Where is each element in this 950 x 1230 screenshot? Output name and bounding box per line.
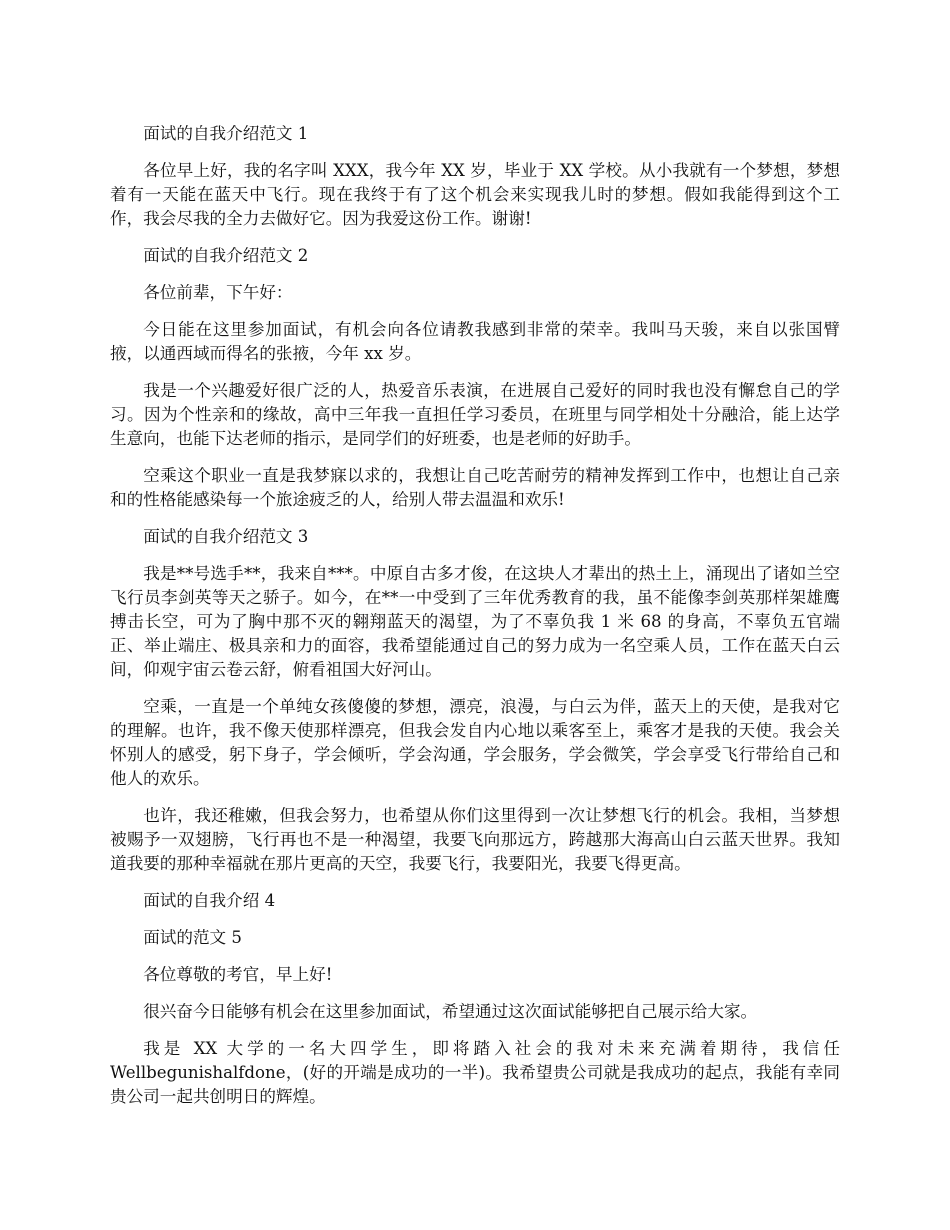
paragraph: 各位前辈，下午好： (143, 283, 293, 302)
paragraph: 很兴奋今日能够有机会在这里参加面试，希望通过这次面试能够把自己展示给大家。 (143, 1002, 758, 1021)
paragraph: 各位早上好，我的名字叫 XXX，我今年 XX 岁，毕业于 XX 学校。从小我就有一个梦想，梦想着有一天能在蓝天中飞行。现在我终于有了这个机会来实现我儿时的梦想。假如我能得到这个工作，我会尽我的全力去做好它。因为我爱这份工作。谢谢! (110, 161, 840, 228)
paragraph: 今日能在这里参加面试，有机会向各位请教我感到非常的荣幸。我叫马天骏，来自以张国臂掖，以通西域而得名的张掖，今年 xx 岁。 (110, 320, 840, 363)
paragraph: 各位尊敬的考官，早上好! (143, 965, 333, 984)
paragraph: 我是**号选手**，我来自***。中原自古多才俊，在这块人才辈出的热土上，涌现出了诸如兰空飞行员李剑英等天之骄子。如今，在**一中受到了三年优秀教育的我，虽不能像李剑英那样架雄鹰搏击长空，可为了胸中那不灭的翱翔蓝天的渴望，为了不辜负我 1 米 68 的身高，不辜负五官端正、举止端庄、极具亲和力的面容，我希望能通过自己的努力成为一名空乘人员，工作在蓝天白云间，仰观宇宙云卷云舒，俯看祖国大好河山。 (110, 564, 840, 679)
section-heading: 面试的自我介绍范文 2 (143, 246, 309, 265)
section-heading: 面试的自我介绍 4 (143, 891, 276, 910)
paragraph: 我是 XX 大学的一名大四学生，即将踏入社会的我对未来充满着期待，我信任 Wellbegunishalfdone，(好的开端是成功的一半)。我希望贵公司就是我成功的起点，我能有幸同贵公司一起共创明日的辉煌。 (110, 1039, 840, 1106)
section-heading: 面试的自我介绍范文 1 (143, 124, 309, 143)
document-page (110, 122, 840, 1122)
section-heading: 面试的范文 5 (143, 928, 242, 947)
paragraph: 也许，我还稚嫩，但我会努力，也希望从你们这里得到一次让梦想飞行的机会。我相，当梦想被赐予一双翅膀，飞行再也不是一种渴望，我要飞向那远方，跨越那大海高山白云蓝天世界。我知道我要的那种幸福就在那片更高的天空，我要飞行，我要阳光，我要飞得更高。 (110, 806, 840, 873)
paragraph: 空乘这个职业一直是我梦寐以求的，我想让自己吃苦耐劳的精神发挥到工作中，也想让自己亲和的性格能感染每一个旅途疲乏的人，给别人带去温温和欢乐! (110, 466, 840, 509)
paragraph: 我是一个兴趣爱好很广泛的人，热爱音乐表演，在进展自己爱好的同时我也没有懈怠自己的学习。因为个性亲和的缘故，高中三年我一直担任学习委员，在班里与同学相处十分融洽，能上达学生意向，也能下达老师的指示，是同学们的好班委，也是老师的好助手。 (110, 381, 840, 448)
section-heading: 面试的自我介绍范文 3 (143, 527, 309, 546)
paragraph: 空乘，一直是一个单纯女孩傻傻的梦想，漂亮，浪漫，与白云为伴，蓝天上的天使，是我对它的理解。也许，我不像天使那样漂亮，但我会发自内心地以乘客至上，乘客才是我的天使。我会关怀别人的感受，躬下身子，学会倾听，学会沟通，学会服务，学会微笑，学会享受飞行带给自己和他人的欢乐。 (110, 697, 840, 788)
